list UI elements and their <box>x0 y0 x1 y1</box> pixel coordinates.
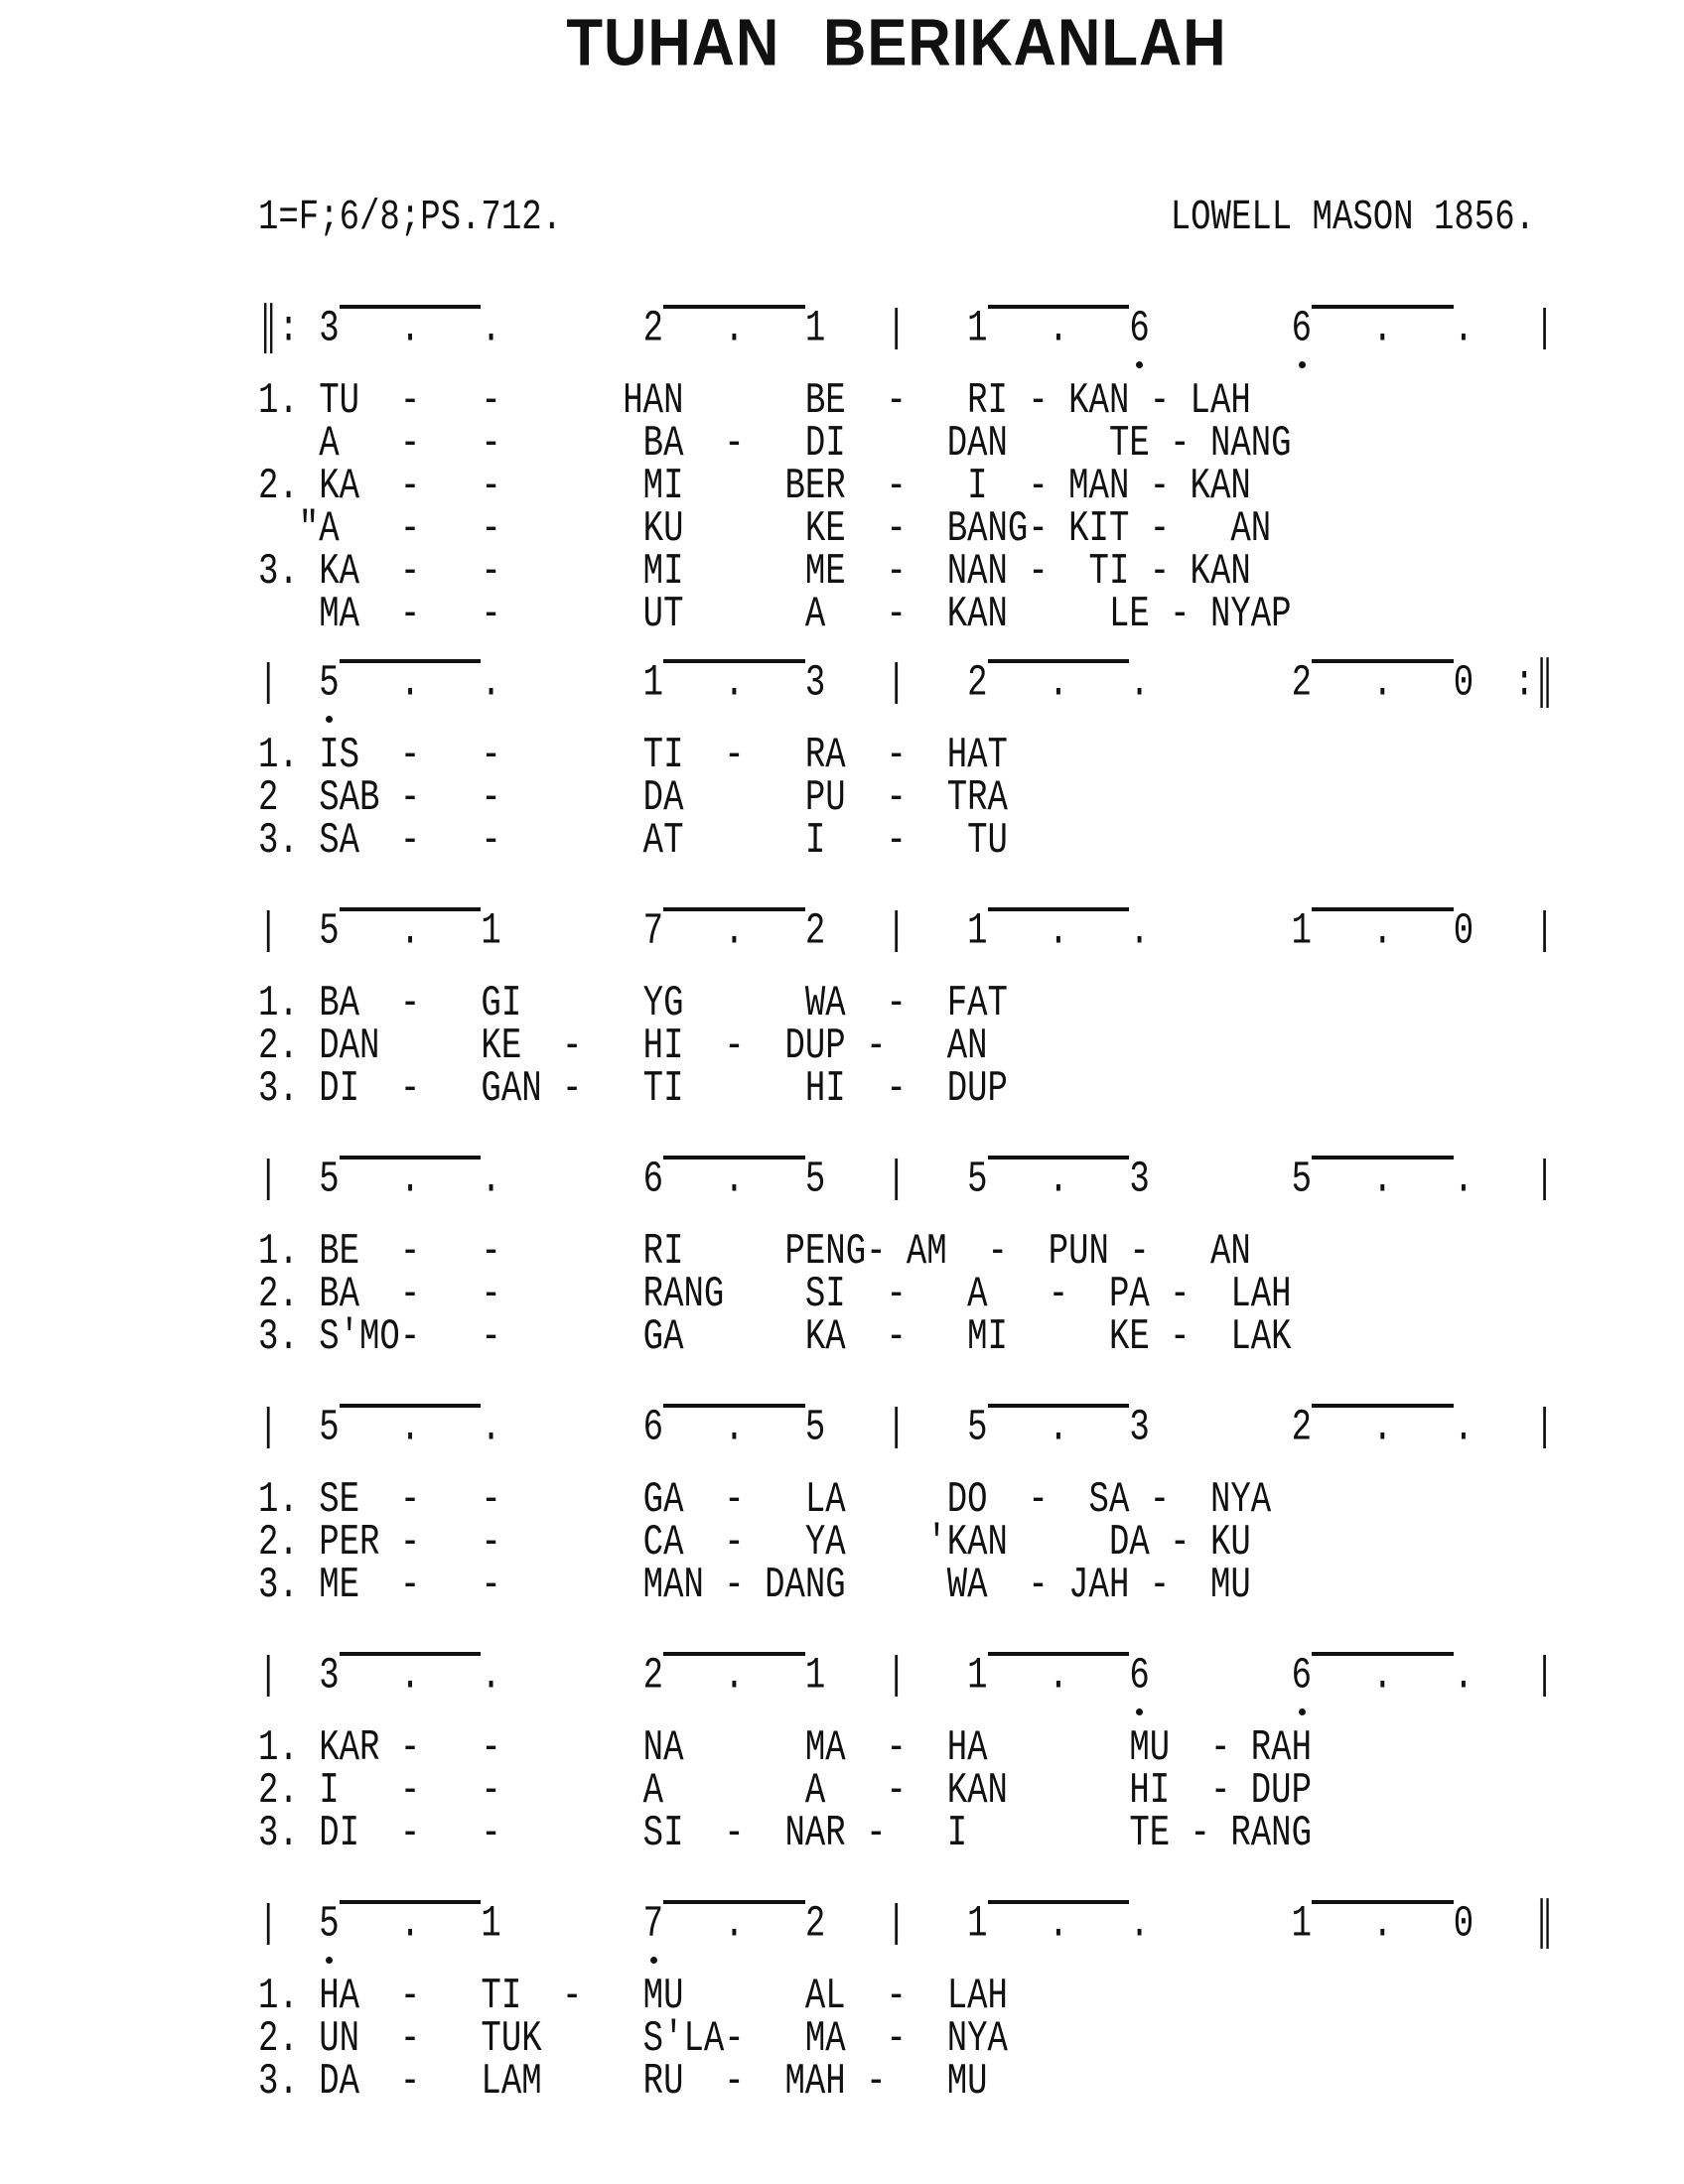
lyric-line: 2. UN - TUK S'LA- MA - NYA <box>258 2015 1008 2065</box>
header-row <box>258 195 1535 242</box>
notation-line: | 3 . . 2 . 1 | 1 . 6 6 . . | <box>258 1652 1555 1703</box>
lyric-line: 2. DAN KE - HI - DUP - AN <box>258 1023 988 1072</box>
lyric-line: 2. PER - - CA - YA 'KAN DA - KU <box>258 1519 1251 1569</box>
lyric-line: 1. BA - GI YG WA - FAT <box>258 980 1008 1029</box>
lyric-line: 2. I - - A A - KAN HI - DUP <box>258 1767 1312 1817</box>
lyric-line: 3. S'MO- - GA KA - MI KE - LAK <box>258 1313 1292 1363</box>
notation-line: | 5 . . 6 . 5 | 5 . 3 5 . . | <box>258 1156 1555 1206</box>
notation-line: | 5 . 1 7 . 2 | 1 . . 1 . 0 ║ <box>258 1900 1555 1951</box>
lyric-line: 1. HA - TI - MU AL - LAH <box>258 1973 1008 2022</box>
octave-low-dot <box>1299 1708 1306 1715</box>
lyric-line: 3. DI - GAN - TI HI - DUP <box>258 1065 1008 1115</box>
lyric-line: 3. DI - - SI - NAR - I TE - RANG <box>258 1810 1312 1859</box>
lyric-line: 3. ME - - MAN - DANG WA - JAH - MU <box>258 1562 1251 1611</box>
lyric-line: 1. IS - - TI - RA - HAT <box>258 732 1008 781</box>
lyric-line: 1. SE - - GA - LA DO - SA - NYA <box>258 1476 1272 1526</box>
notation-row <box>258 305 1555 380</box>
lyric-line: 1. KAR - - NA MA - HA MU - RAH <box>258 1724 1312 1774</box>
notation-row <box>258 1404 1555 1479</box>
notation-row <box>258 1156 1555 1231</box>
system-3 <box>258 895 1555 1115</box>
lyric-line: 3. KA - - MI ME - NAN - TI - KAN <box>258 548 1251 598</box>
system-1 <box>258 293 1555 640</box>
notation-line: ║: 3 . . 2 . 1 | 1 . 6 6 . . | <box>258 305 1555 355</box>
lyric-line: 3. DA - LAM RU - MAH - MU <box>258 2058 988 2108</box>
system-6 <box>258 1640 1555 1859</box>
composer-credit: LOWELL MASON 1856. <box>1170 195 1535 242</box>
system-4 <box>258 1144 1555 1363</box>
octave-low-dot <box>1299 361 1306 368</box>
octave-low-dot <box>1136 361 1143 368</box>
octave-low-dot <box>650 1957 657 1964</box>
lyric-line: 2. KA - - MI BER - I - MAN - KAN <box>258 463 1251 512</box>
system-5 <box>258 1392 1555 1611</box>
notation-line: | 5 . 1 7 . 2 | 1 . . 1 . 0 | <box>258 907 1555 958</box>
lyric-line: 3. SA - - AT I - TU <box>258 817 1008 867</box>
octave-low-dot <box>1136 1708 1143 1715</box>
notation-row <box>258 1900 1555 1976</box>
notation-row <box>258 1652 1555 1727</box>
notation-row <box>258 907 1555 983</box>
lyric-line: "A - - KU KE - BANG- KIT - AN <box>258 505 1272 555</box>
lyric-line: 2 SAB - - DA PU - TRA <box>258 774 1008 824</box>
lyric-line: 2. BA - - RANG SI - A - PA - LAH <box>258 1271 1292 1320</box>
lyric-line: MA - - UT A - KAN LE - NYAP <box>258 591 1292 640</box>
system-7 <box>258 1888 1555 2108</box>
lyric-line: 1. TU - - HAN BE - RI - KAN - LAH <box>258 377 1251 427</box>
page-title: TUHAN BERIKANLAH <box>566 5 1227 80</box>
system-2 <box>258 647 1555 867</box>
notation-row <box>258 659 1555 735</box>
octave-low-dot <box>326 1957 333 1964</box>
notation-line: | 5 . . 6 . 5 | 5 . 3 2 . . | <box>258 1404 1555 1454</box>
octave-low-dot <box>326 716 333 723</box>
key-time-signature: 1=F;6/8;PS.712. <box>258 195 563 242</box>
lyric-line: A - - BA - DI DAN TE - NANG <box>258 420 1292 470</box>
notation-line: | 5 . . 1 . 3 | 2 . . 2 . 0 :║ <box>258 659 1555 710</box>
lyric-line: 1. BE - - RI PENG- AM - PUN - AN <box>258 1228 1251 1278</box>
